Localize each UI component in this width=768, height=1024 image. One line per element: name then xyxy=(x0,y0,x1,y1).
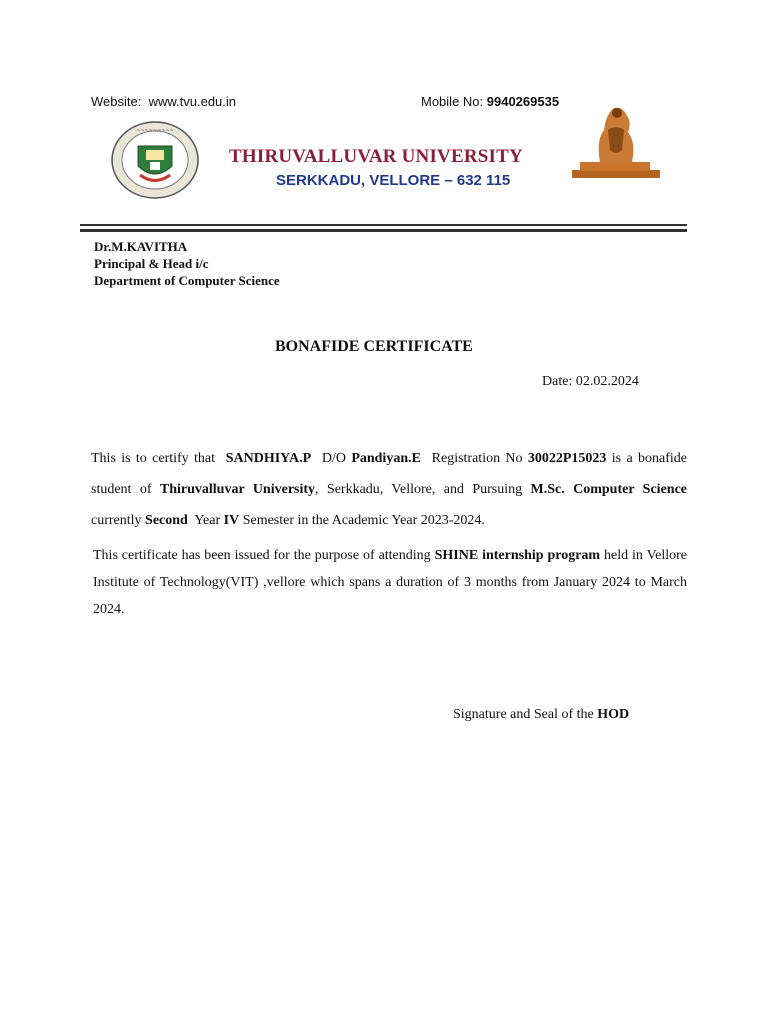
student-name: SANDHIYA.P xyxy=(225,451,312,466)
officer-department: Department of Computer Science xyxy=(94,273,280,288)
p1-text-2: D/O xyxy=(321,451,346,466)
signature-line xyxy=(453,707,629,723)
header-divider-top xyxy=(80,224,687,226)
thiruvalluvar-statue-icon xyxy=(570,100,662,180)
study-year: Second xyxy=(145,513,188,528)
p1-text-6: currently xyxy=(91,513,142,528)
semester: IV xyxy=(223,513,240,528)
svg-text:~~~~~~~~~: ~~~~~~~~~ xyxy=(136,128,174,134)
program-name: SHINE internship program xyxy=(434,548,601,563)
signature-text: Signature and Seal of the xyxy=(453,707,594,722)
mobile-label: Mobile No: xyxy=(421,94,484,109)
website-line xyxy=(91,94,236,109)
signature-role: HOD xyxy=(597,707,630,722)
p1-text-8: Semester in the Academic Year 2023-2024. xyxy=(242,513,485,528)
officer-designation: Principal & Head i/c xyxy=(94,256,209,271)
mobile-line xyxy=(421,94,559,109)
mobile-number: 9940269535 xyxy=(486,94,560,109)
p1-text-3: Registration No xyxy=(431,451,523,466)
university-name: THIRUVALLUVAR UNIVERSITY xyxy=(229,146,523,167)
p1-text-4: is a bonafide student of xyxy=(91,451,687,497)
p2-text-2: held in Vellore Institute of Technology(VIT) ,vellore which spans a duration of 3 months from January 2024 to March 2024. xyxy=(93,548,687,617)
parent-name: Pandiyan.E xyxy=(351,451,421,466)
officer-block xyxy=(94,238,280,289)
p1-text-1: This is to certify that xyxy=(91,451,216,466)
certificate-date: Date: 02.02.2024 xyxy=(542,374,639,389)
purpose-paragraph xyxy=(93,542,687,623)
certification-paragraph xyxy=(91,443,687,536)
registration-number: 30022P15023 xyxy=(527,451,607,466)
p1-text-7: Year xyxy=(194,513,221,528)
course-name: M.Sc. Computer Science xyxy=(530,482,687,497)
certificate-title: BONAFIDE CERTIFICATE xyxy=(275,338,473,355)
p1-text-5: , Serkkadu, Vellore, and Pursuing xyxy=(315,482,523,497)
website-url[interactable]: www.tvu.edu.in xyxy=(148,94,237,109)
university-name-inline: Thiruvalluvar University xyxy=(159,482,316,497)
university-emblem-icon xyxy=(110,120,200,200)
p2-text-1: This certificate has been issued for the purpose of attending xyxy=(93,548,431,563)
header-divider-bottom xyxy=(80,229,687,232)
university-address: SERKKADU, VELLORE – 632 115 xyxy=(276,172,511,189)
officer-name: Dr.M.KAVITHA xyxy=(94,239,188,254)
website-label: Website: xyxy=(91,94,142,109)
